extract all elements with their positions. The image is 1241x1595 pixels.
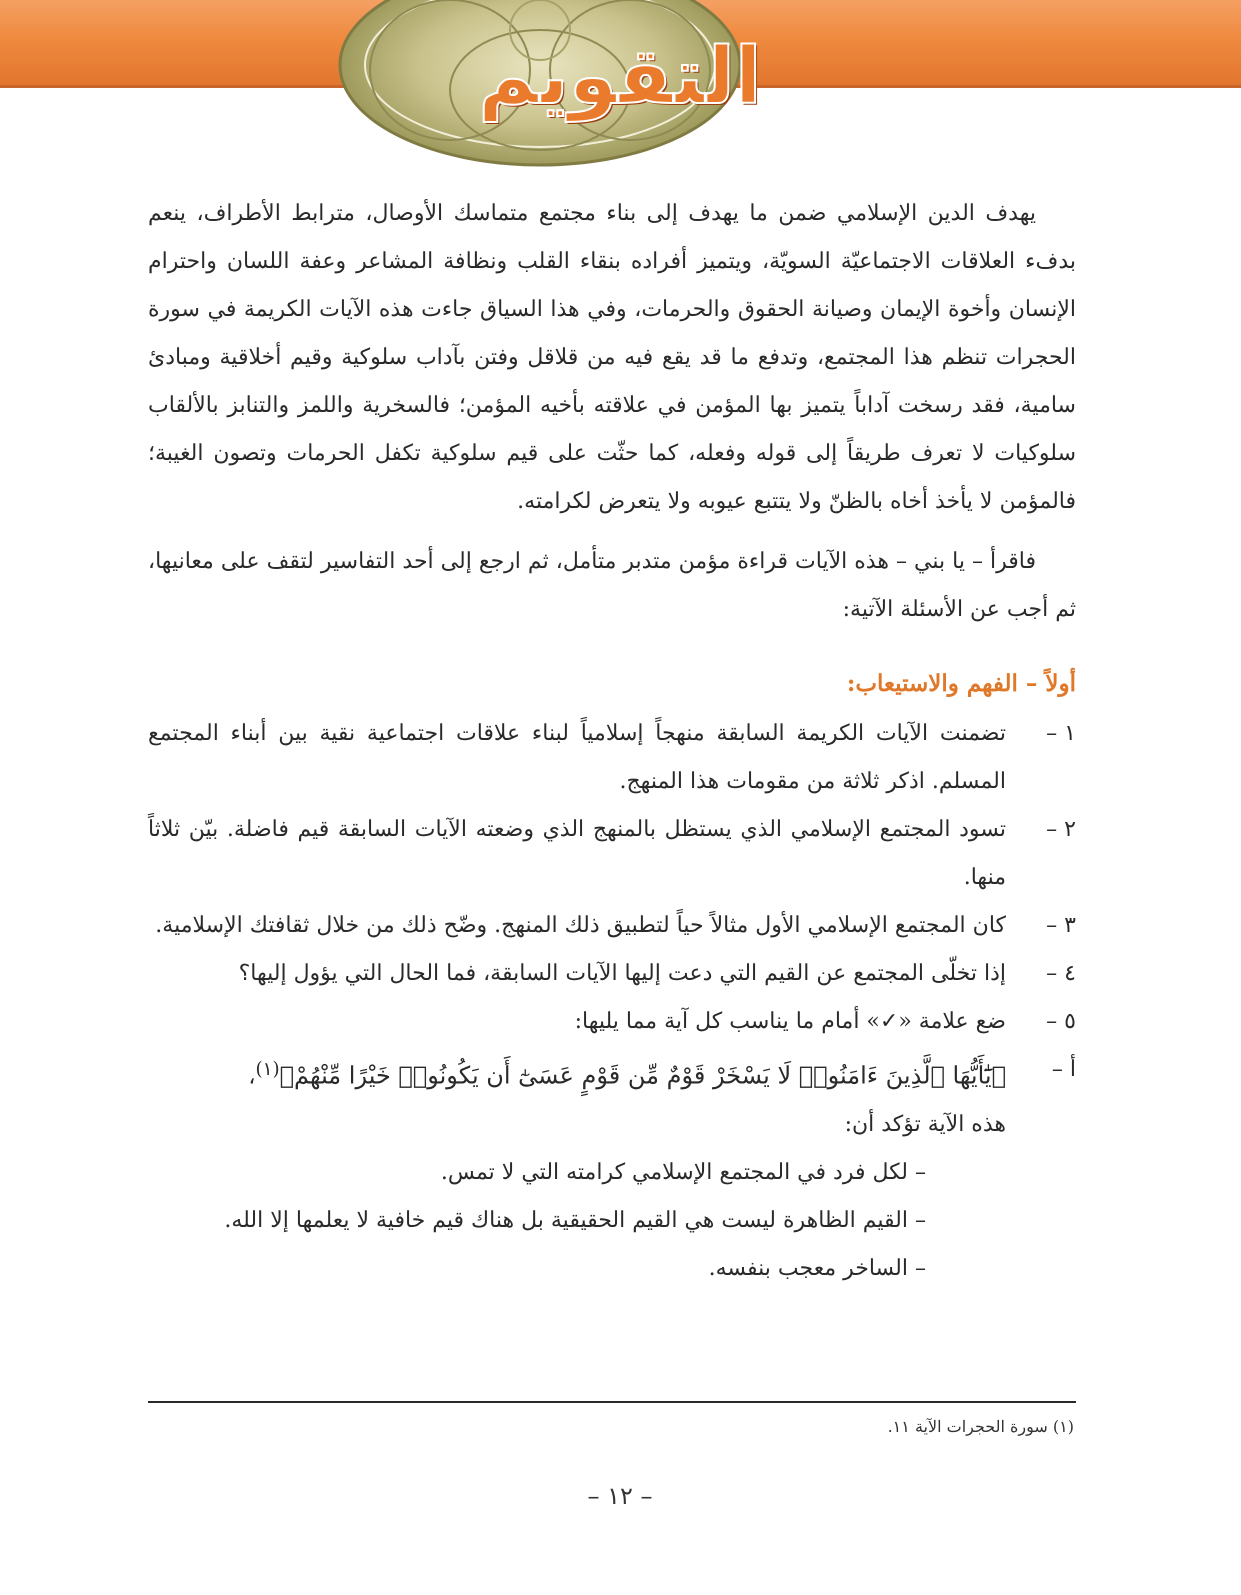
page-number: – ١٢ – [587, 1482, 653, 1510]
footnote [148, 1414, 1074, 1440]
question-number: ٥ – [1046, 1009, 1076, 1034]
footnote-reference: (١) [255, 1059, 280, 1080]
sub-question [148, 1046, 1076, 1149]
choice-item: – لكل فرد في المجتمع الإسلامي كرامته التي لا تمس. [440, 1160, 926, 1186]
question-item [148, 998, 1076, 1046]
choice-item: – الساخر معجب بنفسه. [708, 1256, 926, 1282]
question-number: ٢ – [1046, 817, 1076, 842]
question-text: كان المجتمع الإسلامي الأول مثالاً حياً لتطبيق ذلك المنهج. وضّح ذلك من خلال ثقافتك الإسلامية. [155, 913, 1006, 938]
sub-question-lead: هذه الآية تؤكد أن: [844, 1112, 1006, 1138]
footnote-divider [148, 1401, 1076, 1403]
footnote-text: سورة الحجرات الآية ١١. [887, 1417, 1048, 1436]
intro-paragraph: يهدف الدين الإسلامي ضمن ما يهدف إلى بناء مجتمع متماسك الأوصال، مترابط الأطراف، ينعم بدفء العلاقات الاجتماعيّة السويّة، ويتميز أفراده بنقاء القلب ونظافة المشاعر وعفة اللسان واحترام الإنسان وأخوة الإيمان وصيانة الحقوق والحرمات، وفي هذا السياق جاءت هذه الآيات الكريمة في سورة الحجرات تنظم هذا المجتمع، وتدفع ما قد يقع فيه من قلاقل وفتن بآداب سلوكية وقيم أخلاقية ومبادئ سامية، فقد رسخت آداباً يتميز بها المؤمن في علاقته بأخيه المؤمن؛ فالسخرية واللمز والتنابز بالألقاب سلوكيات لا تعرف طريقاً إلى قوله وفعله، كما حثّت على قيم سلوكية تكفل الحرمات وتصون الغيبة؛ فالمؤمن لا يأخذ أخاه بالظنّ ولا يتتبع عيوبه ولا يتعرض لكرامته. [148, 201, 1076, 514]
question-number: ٣ – [1046, 913, 1076, 938]
question-text: تسود المجتمع الإسلامي الذي يستظل بالمنهج الذي وضعته الآيات السابقة قيم فاضلة. بيّن ثلاثاً منها. [148, 817, 1006, 890]
question-item [148, 710, 1076, 806]
question-item [148, 806, 1076, 902]
question-item [148, 950, 1076, 998]
question-item [148, 902, 1076, 950]
question-text: ضع علامة «✓» أمام ما يناسب كل آية مما يليها: [574, 1009, 1006, 1034]
question-number: ٤ – [1046, 961, 1076, 986]
sub-question-letter: أ – [1051, 1057, 1076, 1082]
verse-comma: ، [248, 1064, 256, 1090]
footnote-mark: (١) [1052, 1417, 1074, 1436]
choice-item: – القيم الظاهرة ليست هي القيم الحقيقية بل هناك قيم خافية لا يعلمها إلا الله. [224, 1208, 926, 1234]
quran-verse: ﴿يَٰٓأَيُّهَا ٱلَّذِينَ ءَامَنُوا۟ لَا يَسْخَرْ قَوْمٌ مِّن قَوْمٍ عَسَىٰٓ أَن يَكُونُوا۟ خَيْرًا مِّنْهُمْ﴾ [279, 1061, 1006, 1090]
question-number: ١ – [1046, 721, 1076, 746]
section-title: أولاً – الفهم والاستيعاب: [846, 670, 1076, 697]
question-text: تضمنت الآيات الكريمة السابقة منهجاً إسلامياً لبناء علاقات اجتماعية نقية بين أبناء المجتمع المسلم. اذكر ثلاثة من مقومات هذا المنهج. [148, 721, 1006, 794]
page-title: التقويم [478, 32, 762, 122]
instruction-paragraph: فاقرأ – يا بني – هذه الآيات قراءة مؤمن متدبر متأمل، ثم ارجع إلى أحد التفاسير لتقف على معانيها، ثم أجب عن الأسئلة الآتية: [148, 549, 1076, 622]
main-content [148, 190, 1076, 1293]
question-text: إذا تخلّى المجتمع عن القيم التي دعت إليها الآيات السابقة، فما الحال التي يؤول إليها؟ [238, 961, 1006, 986]
